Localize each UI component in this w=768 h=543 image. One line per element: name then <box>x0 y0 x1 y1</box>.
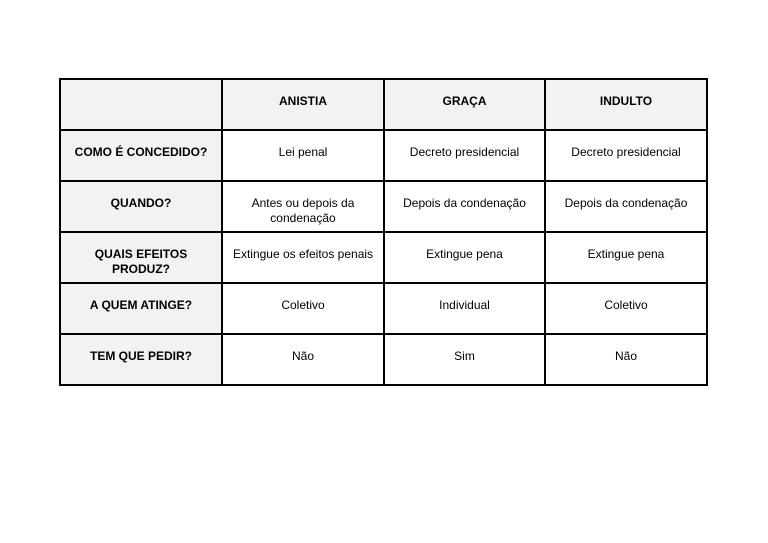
table-cell: Não <box>222 334 384 385</box>
table-cell: Sim <box>384 334 545 385</box>
column-header-indulto: INDULTO <box>545 79 707 130</box>
table-row <box>60 232 707 283</box>
table-cell: Extingue pena <box>384 232 545 283</box>
table-cell: Extingue os efeitos penais <box>222 232 384 283</box>
table-cell: Decreto presidencial <box>384 130 545 181</box>
table-cell: Coletivo <box>545 283 707 334</box>
row-header-como-e-concedido: COMO É CONCEDIDO? <box>60 130 222 181</box>
comparison-table-container <box>59 78 706 386</box>
column-header-anistia: ANISTIA <box>222 79 384 130</box>
row-header-quais-efeitos-produz: QUAIS EFEITOS PRODUZ? <box>60 232 222 283</box>
table-cell: Coletivo <box>222 283 384 334</box>
row-header-quando: QUANDO? <box>60 181 222 232</box>
table-cell: Lei penal <box>222 130 384 181</box>
table-row <box>60 181 707 232</box>
table-cell: Não <box>545 334 707 385</box>
corner-header-cell <box>60 79 222 130</box>
table-cell: Depois da condenação <box>545 181 707 232</box>
table-cell: Extingue pena <box>545 232 707 283</box>
table-row <box>60 283 707 334</box>
table-row <box>60 334 707 385</box>
column-header-graca: GRAÇA <box>384 79 545 130</box>
table-cell: Antes ou depois da condenação <box>222 181 384 232</box>
table-header-row <box>60 79 707 130</box>
table-cell: Decreto presidencial <box>545 130 707 181</box>
row-header-tem-que-pedir: TEM QUE PEDIR? <box>60 334 222 385</box>
table-cell: Depois da condenação <box>384 181 545 232</box>
table-row <box>60 130 707 181</box>
row-header-a-quem-atinge: A QUEM ATINGE? <box>60 283 222 334</box>
comparison-table <box>59 78 708 386</box>
table-cell: Individual <box>384 283 545 334</box>
